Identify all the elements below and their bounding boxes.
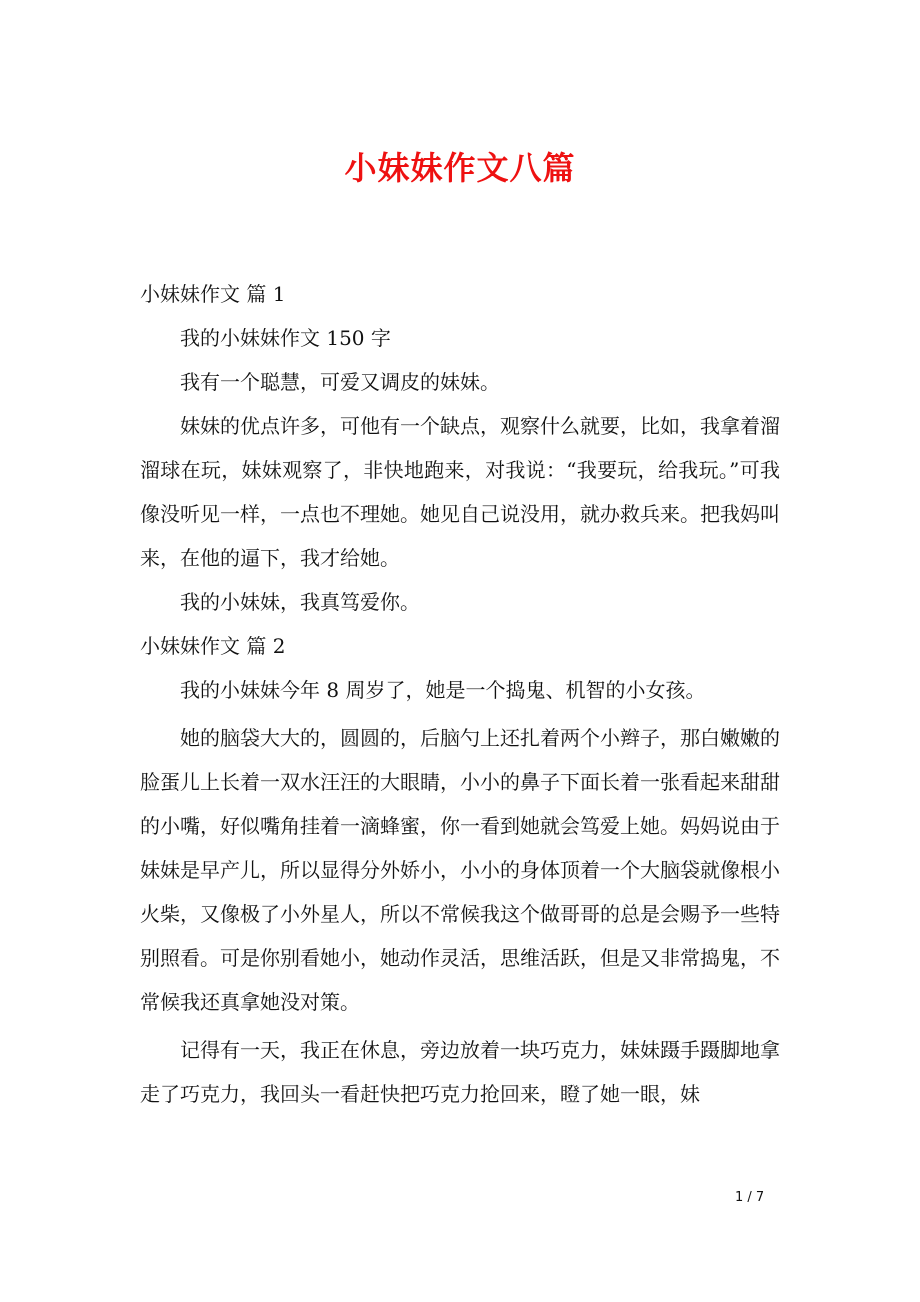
- paragraph: 记得有一天，我正在休息，旁边放着一块巧克力，妹妹蹑手蹑脚地拿走了巧克力，我回头一看赶快把巧克力抢回来，瞪了她一眼，妹: [140, 1038, 780, 1106]
- section-heading: 小妹妹作文 篇 1: [140, 282, 286, 306]
- paragraph: 我有一个聪慧，可爱又调皮的妹妹。: [180, 370, 500, 394]
- document-title: 小妹妹作文八篇: [344, 149, 576, 187]
- paragraph: 我的小妹妹今年 8 周岁了，她是一个捣鬼、机智的小女孩。: [180, 678, 706, 702]
- page-number: 1 / 7: [735, 1190, 765, 1205]
- document-body: [140, 272, 780, 1116]
- paragraph: 她的脑袋大大的，圆圆的，后脑勺上还扎着两个小辫子，那白嫩嫩的脸蛋儿上长着一双水汪汪的大眼睛，小小的鼻子下面长着一张看起来甜甜的小嘴，好似嘴角挂着一滴蜂蜜，你一看到她就会笃爱上她。妈妈说由于妹妹是早产儿，所以显得分外娇小，小小的身体顶着一个大脑袋就像根小火柴，又像极了小外星人，所以不常候我这个做哥哥的总是会赐予一些特别照看。可是你别看她小，她动作灵活，思维活跃，但是又非常捣鬼，不常候我还真拿她没对策。: [140, 726, 780, 1014]
- paragraph: 我的小妹妹作文 150 字: [180, 326, 391, 350]
- section-heading: 小妹妹作文 篇 2: [140, 634, 286, 658]
- paragraph: 妹妹的优点许多，可他有一个缺点，观察什么就要，比如，我拿着溜溜球在玩，妹妹观察了，非快地跑来，对我说：“我要玩，给我玩。”可我像没听见一样，一点也不理她。她见自己说没用，就办救兵来。把我妈叫来，在他的逼下，我才给她。: [140, 414, 780, 570]
- paragraph: 我的小妹妹，我真笃爱你。: [180, 590, 420, 614]
